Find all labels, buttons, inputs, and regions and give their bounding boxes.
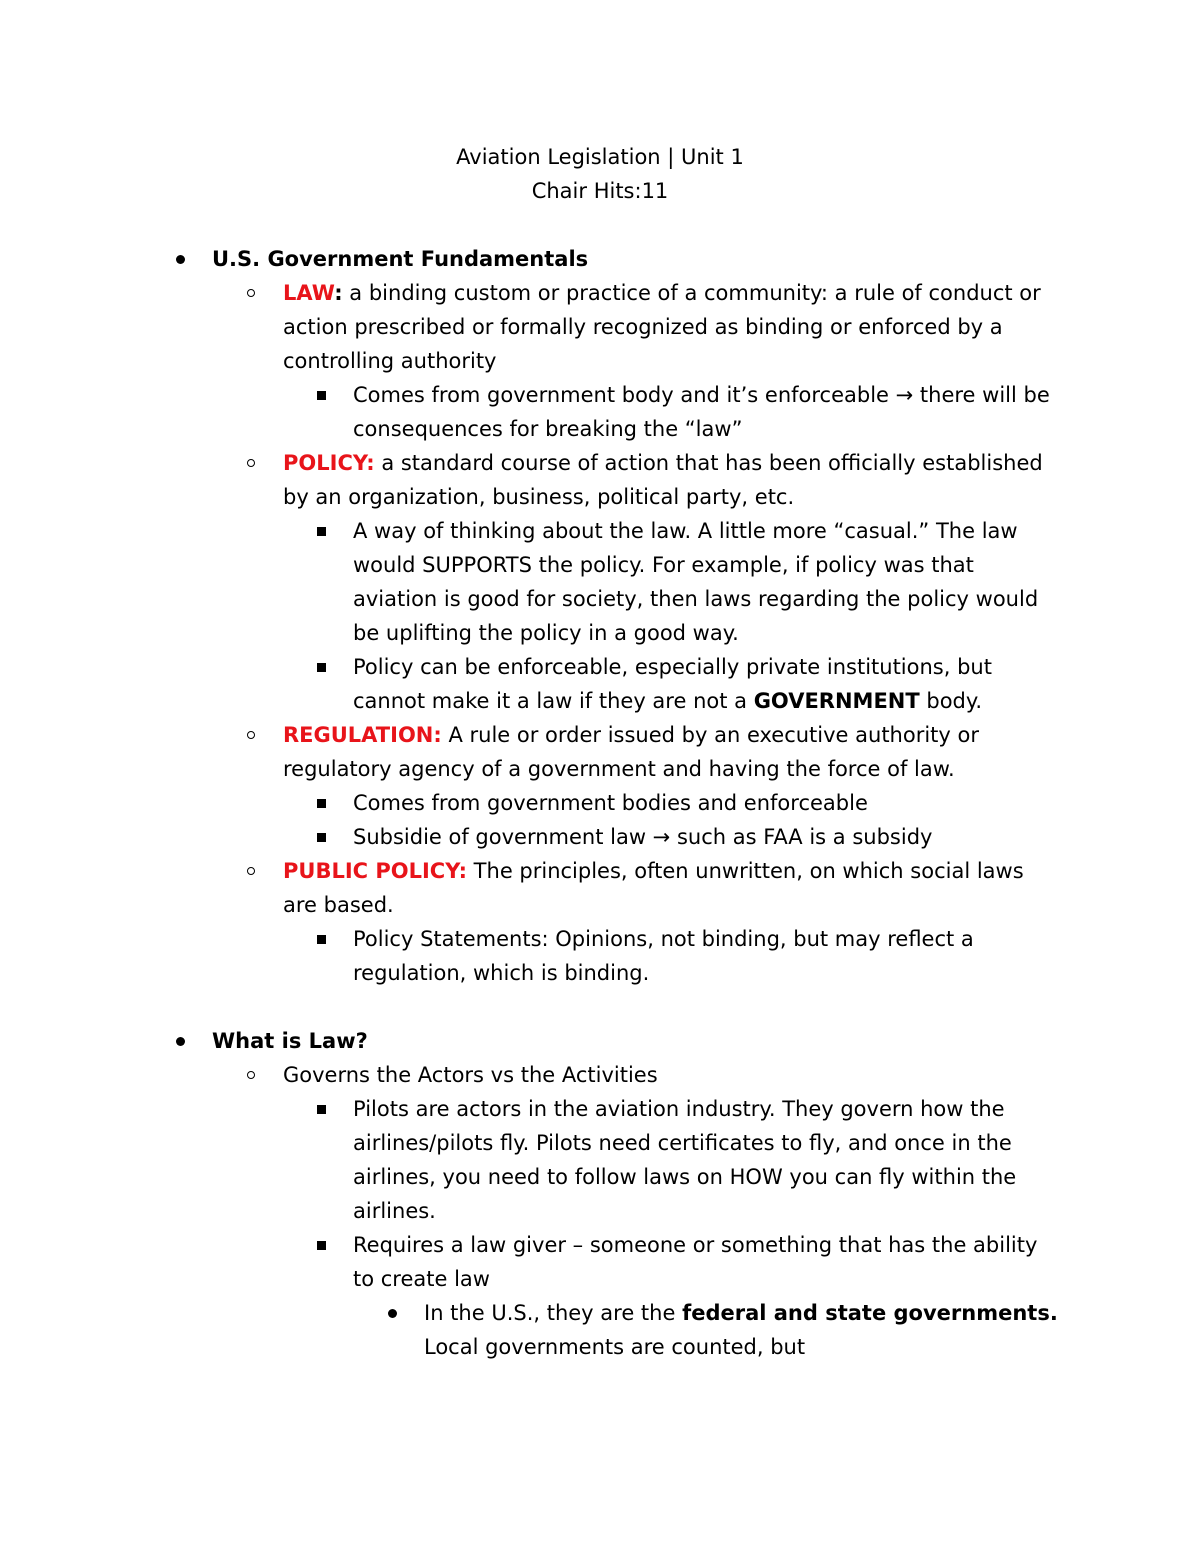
regulation-sub-2-text: Subsidie of government law → such as FAA is a subsidy (353, 825, 933, 849)
heading-text: What is Law? (212, 1029, 368, 1053)
heading-text: U.S. Government Fundamentals (212, 247, 589, 271)
law-sub-text: Comes from government body and it’s enforceable → there will be consequences for breaking the “law” (353, 383, 1050, 441)
list-item-governs (283, 1058, 1063, 1092)
title-line-2: Chair Hits:11 (531, 179, 669, 203)
bullet-square-icon (313, 650, 329, 684)
term-law: LAW (283, 281, 335, 305)
policy-sub-2-bold: GOVERNMENT (753, 689, 920, 713)
us-gov-before: In the U.S., they are the (424, 1301, 683, 1325)
list-item-law-giver (353, 1228, 1063, 1296)
list-item-public-policy (283, 854, 1063, 922)
list-item-public-policy-sub (353, 922, 1063, 990)
bullet-square-icon (313, 820, 329, 854)
bullet-dot-icon (172, 1024, 188, 1058)
bullet-square-icon (313, 1092, 329, 1126)
pilots-text: Pilots are actors in the aviation industry. They govern how the airlines/pilots fly. Pilots need certificates to fly, and once in the airlines, you need to follow laws on HOW you can fly within the airlines. (353, 1097, 1017, 1223)
section-heading-what-is-law (212, 1024, 1062, 1058)
bullet-circle-icon (243, 1058, 259, 1092)
law-giver-text: Requires a law giver – someone or something that has the ability to create law (353, 1233, 1038, 1291)
definition-law: a binding custom or practice of a community: a rule of conduct or action prescribed or formally recognized as binding or enforced by a controlling authority (283, 281, 1041, 373)
bullet-circle-icon (243, 718, 259, 752)
regulation-sub-1-text: Comes from government bodies and enforceable (353, 791, 868, 815)
us-gov-after: Local governments are counted, but (424, 1335, 806, 1359)
list-item-law-sub (353, 378, 1063, 446)
list-item-pilots (353, 1092, 1063, 1228)
governs-text: Governs the Actors vs the Activities (283, 1063, 658, 1087)
bullet-square-icon (313, 786, 329, 820)
definition-regulation: A rule or order issued by an executive authority or regulatory agency of a government and having the force of law. (283, 723, 979, 781)
bullet-circle-icon (243, 276, 259, 310)
definition-public-policy: The principles, often unwritten, on which social laws are based. (283, 859, 1024, 917)
list-item-law (283, 276, 1063, 378)
term-regulation: REGULATION: (283, 723, 442, 747)
list-item-policy-sub-2 (353, 650, 1063, 718)
bullet-square-icon (313, 514, 329, 548)
title-line-1: Aviation Legislation | Unit 1 (456, 145, 744, 169)
document-title (0, 140, 1200, 208)
policy-sub-1-text: A way of thinking about the law. A little more “casual.” The law would SUPPORTS the policy. For example, if policy was that aviation is good for society, then laws regarding the policy would be uplifting the policy in a good way. (353, 519, 1039, 645)
notes-content (0, 242, 1200, 1364)
list-item-regulation-sub-2 (353, 820, 1063, 854)
us-gov-bold: federal and state governments. (682, 1301, 1058, 1325)
term-policy: POLICY: (283, 451, 375, 475)
term-public-policy: PUBLIC POLICY: (283, 859, 467, 883)
definition-policy: a standard course of action that has been officially established by an organization, business, political party, etc. (283, 451, 1043, 509)
list-item-regulation (283, 718, 1063, 786)
bullet-square-icon (313, 378, 329, 412)
bullet-square-icon (313, 1228, 329, 1262)
public-policy-sub-text: Policy Statements: Opinions, not binding, but may reflect a regulation, which is binding. (353, 927, 974, 985)
policy-sub-2-after: body. (919, 689, 982, 713)
section-gap (0, 990, 1200, 1024)
list-item-us-governments (424, 1296, 1064, 1364)
section-heading-government (212, 242, 1062, 276)
bullet-circle-icon (243, 446, 259, 480)
policy-sub-2-before: Policy can be enforceable, especially private institutions, but cannot make it a law if they are not a (353, 655, 992, 713)
list-item-regulation-sub-1 (353, 786, 1063, 820)
bullet-dot-icon (172, 242, 188, 276)
bullet-dot-icon (384, 1296, 400, 1330)
bullet-circle-icon (243, 854, 259, 888)
list-item-policy (283, 446, 1063, 514)
term-colon: : (334, 281, 343, 305)
bullet-square-icon (313, 922, 329, 956)
list-item-policy-sub-1 (353, 514, 1063, 650)
